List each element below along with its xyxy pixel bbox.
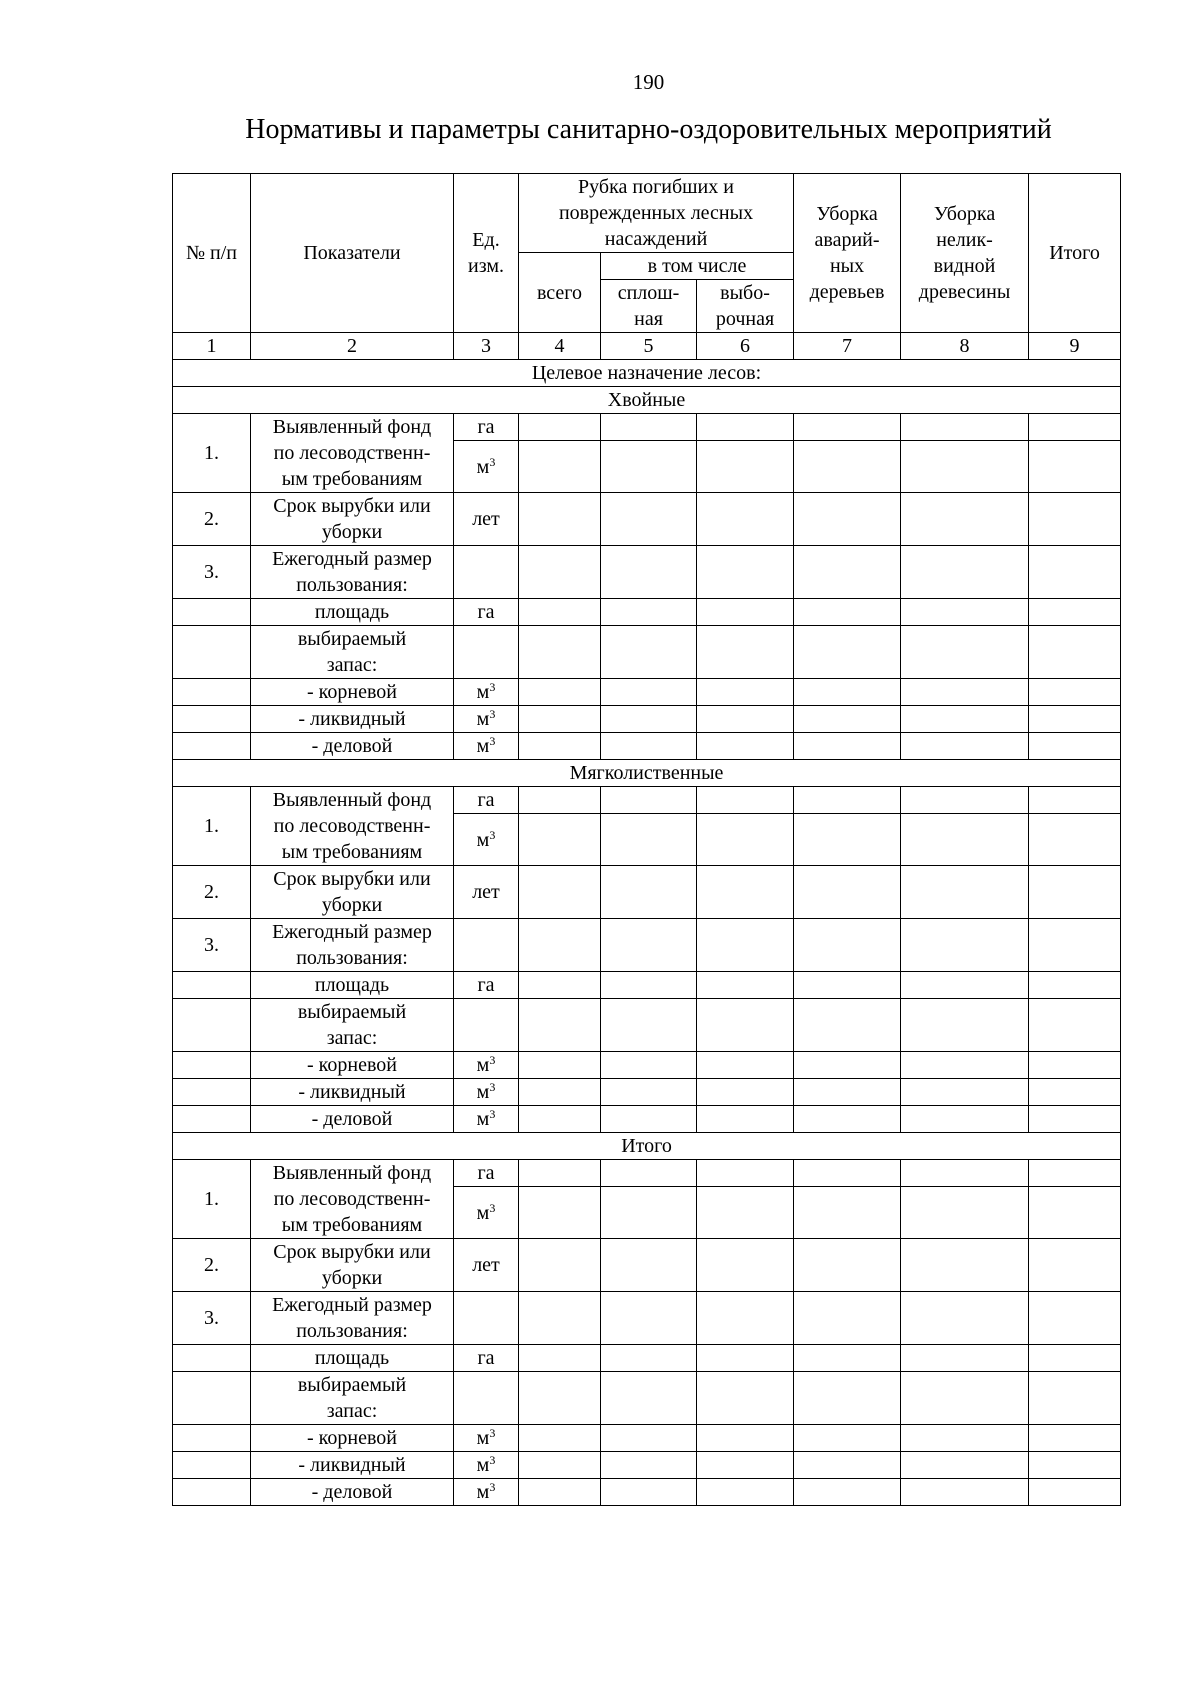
- table-row: [173, 1452, 1121, 1479]
- column-number: 8: [901, 333, 1029, 360]
- indicator-area: площадь: [251, 599, 454, 626]
- indicator-liquid-stock: - ликвидный: [251, 1079, 454, 1106]
- table-row: [173, 1239, 1121, 1292]
- table-row: [173, 999, 1121, 1052]
- row-number: 3.: [173, 546, 251, 599]
- column-number: 7: [794, 333, 901, 360]
- table-row: [173, 493, 1121, 546]
- unit-cell: $м^3$: [454, 1052, 519, 1079]
- header-unit: Ед. изм.: [454, 174, 519, 333]
- indicator-selected-stock: выбираемый запас:: [251, 999, 454, 1052]
- unit-cell: $м^3$: [454, 1425, 519, 1452]
- table-row: [173, 1479, 1121, 1506]
- header-felling: Рубка погибших и поврежденных лесных насаждений: [519, 174, 794, 253]
- column-number: 2: [251, 333, 454, 360]
- table-row: [173, 1345, 1121, 1372]
- unit-cell: га: [454, 414, 519, 441]
- table-row: [173, 1425, 1121, 1452]
- table-row: [173, 787, 1121, 814]
- indicator-annual-size: Ежегодный размер пользования:: [251, 546, 454, 599]
- unit-cell: лет: [454, 1239, 519, 1292]
- table-row: [173, 972, 1121, 999]
- norms-table: [172, 173, 1121, 1506]
- indicator-identified-fund: Выявленный фонд по лесоводственн- ым требованиям: [251, 1160, 454, 1239]
- unit-cell: $м^3$: [454, 441, 519, 493]
- column-number: 3: [454, 333, 519, 360]
- header-clear-felling: сплош- ная: [601, 280, 697, 333]
- indicator-felling-term: Срок вырубки или уборки: [251, 493, 454, 546]
- page-title: Нормативы и параметры санитарно-оздоровительных мероприятий: [245, 114, 1052, 145]
- section-title: Хвойные: [173, 387, 1121, 414]
- unit-cell: $м^3$: [454, 1187, 519, 1239]
- unit-cell: $м^3$: [454, 733, 519, 760]
- unit-cell: $м^3$: [454, 1479, 519, 1506]
- indicator-root-stock: - корневой: [251, 1425, 454, 1452]
- page-number: 190: [632, 70, 665, 94]
- column-number: 9: [1029, 333, 1121, 360]
- column-number: 5: [601, 333, 697, 360]
- table-row: [173, 706, 1121, 733]
- table-row: [173, 1079, 1121, 1106]
- row-number: 2.: [173, 866, 251, 919]
- table-row: [173, 626, 1121, 679]
- section-row: [173, 387, 1121, 414]
- indicator-identified-fund: Выявленный фонд по лесоводственн- ым требованиям: [251, 787, 454, 866]
- row-number: 1.: [173, 1160, 251, 1239]
- row-number: 3.: [173, 919, 251, 972]
- table-row: [173, 599, 1121, 626]
- unit-cell: га: [454, 1160, 519, 1187]
- row-number: 1.: [173, 414, 251, 493]
- unit-cell: га: [454, 1345, 519, 1372]
- section-title: Итого: [173, 1133, 1121, 1160]
- header-total: Итого: [1029, 174, 1121, 333]
- column-number: 6: [697, 333, 794, 360]
- header-indicator: Показатели: [251, 174, 454, 333]
- purpose-row: [173, 360, 1121, 387]
- table-row: [173, 1106, 1121, 1133]
- unit-cell: $м^3$: [454, 814, 519, 866]
- indicator-area: площадь: [251, 972, 454, 999]
- unit-cell: га: [454, 972, 519, 999]
- header-including: в том числе: [601, 253, 794, 280]
- unit-cell: лет: [454, 493, 519, 546]
- column-number: 4: [519, 333, 601, 360]
- unit-cell: $м^3$: [454, 706, 519, 733]
- indicator-area: площадь: [251, 1345, 454, 1372]
- table-row: [173, 866, 1121, 919]
- table-row: [173, 733, 1121, 760]
- table-row: [173, 1372, 1121, 1425]
- indicator-root-stock: - корневой: [251, 1052, 454, 1079]
- section-row: [173, 1133, 1121, 1160]
- table-row: [173, 1292, 1121, 1345]
- indicator-liquid-stock: - ликвидный: [251, 1452, 454, 1479]
- indicator-business-stock: - деловой: [251, 1106, 454, 1133]
- header-felling-all: всего: [519, 253, 601, 333]
- indicator-felling-term: Срок вырубки или уборки: [251, 866, 454, 919]
- indicator-selected-stock: выбираемый запас:: [251, 1372, 454, 1425]
- table-row: [173, 1160, 1121, 1187]
- unit-cell: $м^3$: [454, 679, 519, 706]
- unit-cell: га: [454, 599, 519, 626]
- header-illiquid-wood: Уборка нелик- видной древесины: [901, 174, 1029, 333]
- table-row: [173, 414, 1121, 441]
- header-num: № п/п: [173, 174, 251, 333]
- row-number: 2.: [173, 493, 251, 546]
- unit-cell: га: [454, 787, 519, 814]
- header-emergency-trees: Уборка аварий- ных деревьев: [794, 174, 901, 333]
- indicator-identified-fund: Выявленный фонд по лесоводственн- ым требованиям: [251, 414, 454, 493]
- row-number: 1.: [173, 787, 251, 866]
- row-number: 3.: [173, 1292, 251, 1345]
- header-selective-felling: выбо- рочная: [697, 280, 794, 333]
- row-number: 2.: [173, 1239, 251, 1292]
- unit-cell: лет: [454, 866, 519, 919]
- indicator-root-stock: - корневой: [251, 679, 454, 706]
- table-row: [173, 1052, 1121, 1079]
- column-numbers-row: [173, 333, 1121, 360]
- unit-cell: $м^3$: [454, 1079, 519, 1106]
- indicator-business-stock: - деловой: [251, 1479, 454, 1506]
- table-row: [173, 546, 1121, 599]
- indicator-annual-size: Ежегодный размер пользования:: [251, 1292, 454, 1345]
- section-row: [173, 760, 1121, 787]
- indicator-selected-stock: выбираемый запас:: [251, 626, 454, 679]
- indicator-liquid-stock: - ликвидный: [251, 706, 454, 733]
- table-row: [173, 679, 1121, 706]
- unit-cell: $м^3$: [454, 1452, 519, 1479]
- indicator-felling-term: Срок вырубки или уборки: [251, 1239, 454, 1292]
- unit-cell: $м^3$: [454, 1106, 519, 1133]
- table-row: [173, 919, 1121, 972]
- column-number: 1: [173, 333, 251, 360]
- header-row: [173, 174, 1121, 253]
- forest-purpose-label: Целевое назначение лесов:: [173, 360, 1121, 387]
- indicator-annual-size: Ежегодный размер пользования:: [251, 919, 454, 972]
- indicator-business-stock: - деловой: [251, 733, 454, 760]
- section-title: Мягколиственные: [173, 760, 1121, 787]
